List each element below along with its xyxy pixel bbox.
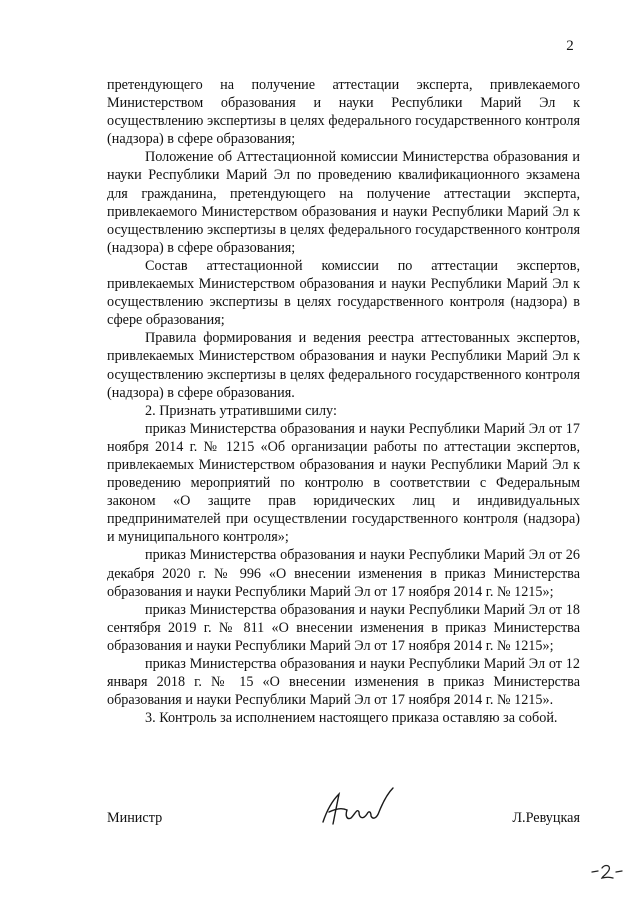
- paragraph-order-15: приказ Министерства образования и науки Республики Марий Эл от 12 января 2018 г. № 15 «О внесении изменения в приказ Министерства образования и науки Республики Марий Эл от 17 ноября 2014 г. № 1215».: [107, 656, 580, 709]
- signer-name: Л.Ревуцкая: [512, 810, 580, 826]
- signature-block: [107, 810, 580, 840]
- signer-position: Министр: [107, 810, 163, 826]
- handwritten-page-mark: [590, 862, 624, 882]
- paragraph-item-2-heading: 2. Признать утратившими силу:: [145, 402, 337, 419]
- paragraph-order-811: приказ Министерства образования и науки Республики Марий Эл от 18 сентября 2019 г. № 811 «О внесении изменения в приказ Министерства образования и науки Республики Марий Эл от 17 ноября 2014 г. № 1215»;: [107, 601, 580, 654]
- paragraph-order-1215: приказ Министерства образования и науки Республики Марий Эл от 17 ноября 2014 г. № 1215 «Об организации работы по аттестации экспертов, привлекаемых Министерством образования и науки Республики Марий Эл к проведению мероприятий по контролю в соответствии с Федеральным законом «О защите прав юридических лиц и индивидуальных предпринимателей при осуществлении государственного контроля (надзора) и муниципального контроля»;: [107, 420, 580, 546]
- paragraph-order-996: приказ Министерства образования и науки Республики Марий Эл от 26 декабря 2020 г. № 996 «О внесении изменения в приказ Министерства образования и науки Республики Марий Эл от 17 ноября 2014 г. № 1215»;: [107, 547, 580, 600]
- paragraph-regulation-commission: Положение об Аттестационной комиссии Министерства образования и науки Республики Марий Эл по проведению квалификационного экзамена для гражданина, претендующего на получение аттестации эксперта, привлекаемого Министерством образования и науки Республики Марий Эл к осуществлению экспертизы в целях федерального государственного контроля (надзора) в сфере образования;: [107, 149, 580, 256]
- paragraph-commission-composition: Состав аттестационной комиссии по аттестации экспертов, привлекаемых Министерством образования и науки Республики Марий Эл к осуществлению экспертизы в целях государственного контроля (надзора) в сфере образования;: [107, 257, 580, 329]
- document-body: [107, 76, 580, 727]
- paragraph-continuation: претендующего на получение аттестации эксперта, привлекаемого Министерством образования и науки Республики Марий Эл к осуществлению экспертизы в целях федерального государственного контроля (надзора) в сфере образования;: [107, 77, 580, 148]
- paragraph-item-3-control: 3. Контроль за исполнением настоящего приказа оставляю за собой.: [145, 710, 558, 727]
- page-number: 2: [566, 38, 574, 54]
- paragraph-registry-rules: Правила формирования и ведения реестра аттестованных экспертов, привлекаемых Министерством образования и науки Республики Марий Эл к осуществлению экспертизы в целях федерального государственного контроля (надзора) в сфере образования.: [107, 330, 580, 401]
- handwritten-signature: [317, 782, 397, 828]
